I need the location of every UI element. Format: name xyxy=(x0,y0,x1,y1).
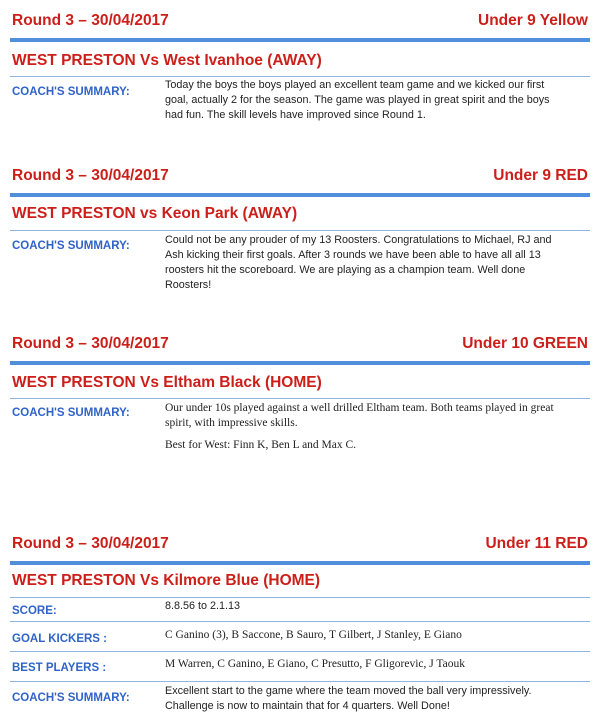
match-title: WEST PRESTON vs Keon Park (AWAY) xyxy=(12,205,298,222)
divider-line xyxy=(10,230,590,231)
goal-kickers-label: GOAL KICKERS : xyxy=(12,633,107,645)
summary-line: Roosters! xyxy=(165,279,212,291)
summary-line: Our under 10s played against a well drilled Eltham team. Both teams played in great xyxy=(165,402,554,414)
divider-line xyxy=(10,681,590,682)
divider-bar xyxy=(10,193,590,197)
divider-line xyxy=(10,651,590,652)
team-name: Under 9 RED xyxy=(493,167,588,184)
summary-line: spirit, with impressive skills. xyxy=(165,417,298,429)
round-date: Round 3 – 30/04/2017 xyxy=(12,12,169,29)
team-name: Under 10 GREEN xyxy=(462,335,588,352)
best-players-label: BEST PLAYERS : xyxy=(12,662,107,674)
coach-summary-label: COACH'S SUMMARY: xyxy=(12,86,130,98)
coach-summary-text xyxy=(165,233,595,293)
goal-kickers-value: C Ganino (3), B Saccone, B Sauro, T Gilbert, J Stanley, E Giano xyxy=(165,629,462,641)
divider-bar xyxy=(10,38,590,42)
coach-summary-text xyxy=(165,684,595,714)
divider-bar xyxy=(10,361,590,365)
divider-line xyxy=(10,597,590,598)
round-date: Round 3 – 30/04/2017 xyxy=(12,335,169,352)
coach-summary-text xyxy=(165,401,595,453)
coach-summary-label: COACH'S SUMMARY: xyxy=(12,407,130,419)
summary-line: goal, actually 2 for the season. The game was played in great spirit and the boys xyxy=(165,94,550,106)
round-date: Round 3 – 30/04/2017 xyxy=(12,167,169,184)
summary-line: roosters hit the scoreboard. We are playing as a champion team. Well done xyxy=(165,264,526,276)
coach-summary-text xyxy=(165,78,595,123)
summary-line: Today the boys the boys played an excellent team game and we kicked our first xyxy=(165,79,545,91)
summary-line: Could not be any prouder of my 13 Roosters. Congratulations to Michael, RJ and xyxy=(165,234,552,246)
best-players-value: M Warren, C Ganino, E Giano, C Presutto, F Gligorevic, J Taouk xyxy=(165,658,466,670)
score-label: SCORE: xyxy=(12,605,57,617)
score-value: 8.8.56 to 2.1.13 xyxy=(165,600,241,612)
match-title: WEST PRESTON Vs Kilmore Blue (HOME) xyxy=(12,572,321,589)
divider-line xyxy=(10,621,590,622)
round-date: Round 3 – 30/04/2017 xyxy=(12,535,169,552)
team-name: Under 11 RED xyxy=(485,535,588,552)
divider-line xyxy=(10,398,590,399)
summary-line: Excellent start to the game where the team moved the ball very impressively. xyxy=(165,685,532,697)
coach-summary-label: COACH'S SUMMARY: xyxy=(12,240,130,252)
team-name: Under 9 Yellow xyxy=(478,12,588,29)
best-for-west: Best for West: Finn K, Ben L and Max C. xyxy=(165,439,357,451)
summary-line: Challenge is now to maintain that for 4 quarters. Well Done! xyxy=(165,700,450,712)
divider-bar xyxy=(10,561,590,565)
summary-line: had fun. The skill levels have improved since Round 1. xyxy=(165,109,426,121)
match-title: WEST PRESTON Vs Eltham Black (HOME) xyxy=(12,374,322,391)
coach-summary-label: COACH'S SUMMARY: xyxy=(12,692,130,704)
divider-line xyxy=(10,76,590,77)
match-title: WEST PRESTON Vs West Ivanhoe (AWAY) xyxy=(12,52,322,69)
summary-line: Ash kicking their first goals. After 3 rounds we have been able to have all all 13 xyxy=(165,249,541,261)
